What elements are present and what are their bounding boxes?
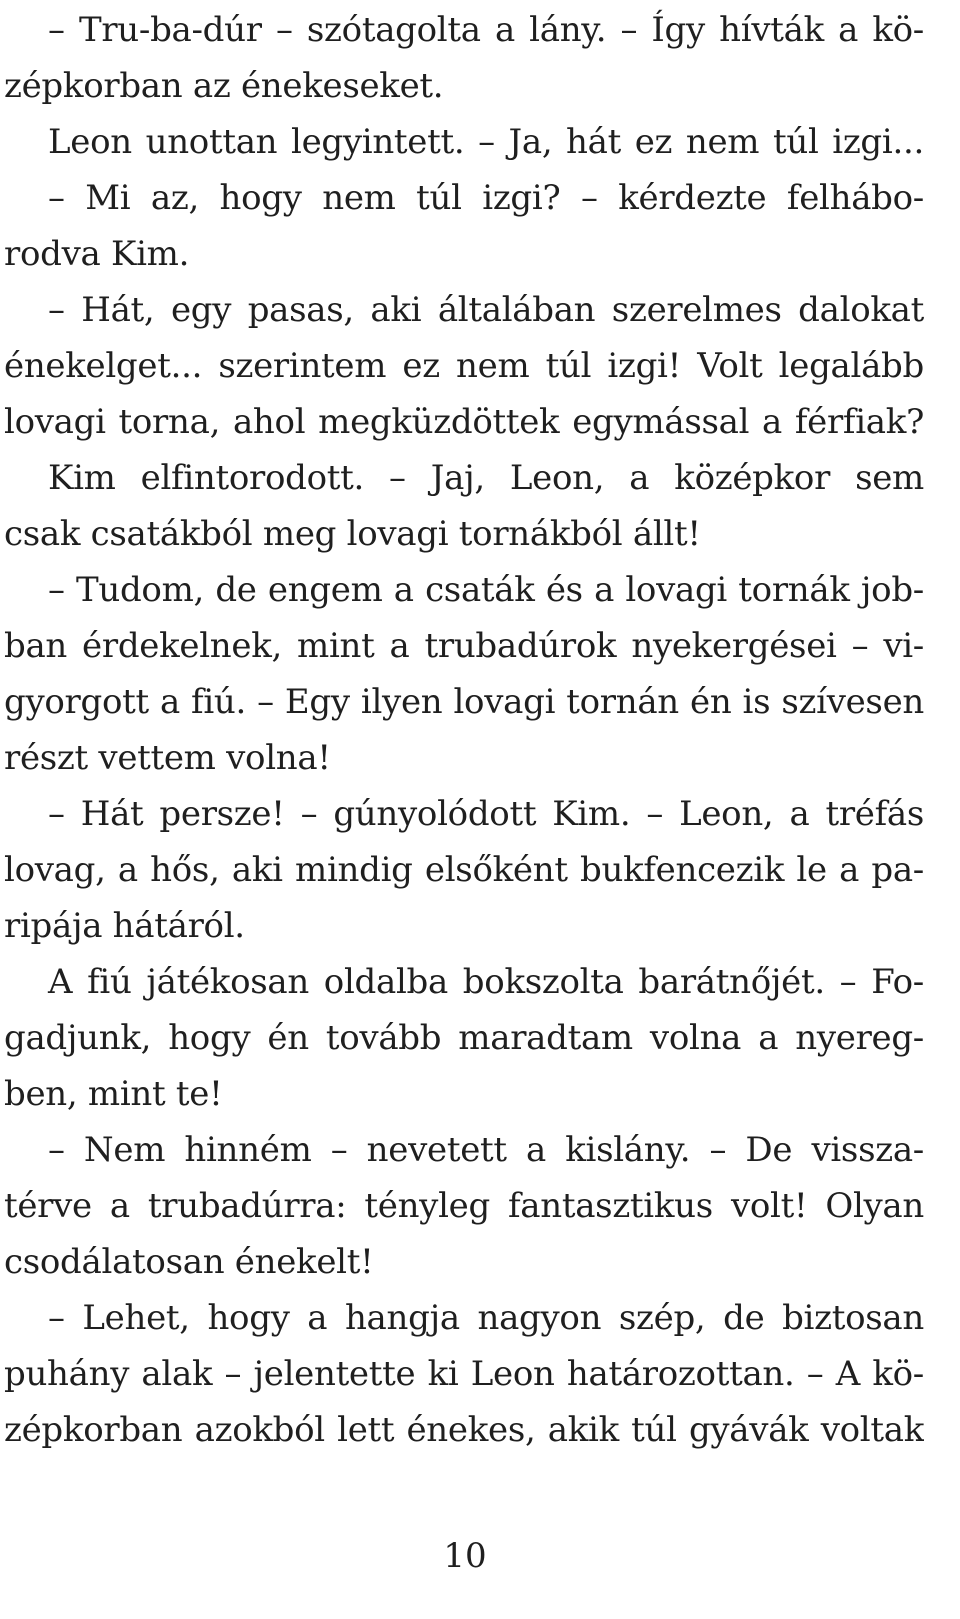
text-line: lovag, a hős, aki mindig elsőként bukfencezik le a pa- xyxy=(4,850,924,890)
text-line: Leon unottan legyintett. – Ja, hát ez nem túl izgi... xyxy=(48,122,924,162)
text-line: puhány alak – jelentette ki Leon határozottan. – A kö- xyxy=(4,1354,924,1394)
text-line: – Tudom, de engem a csaták és a lovagi tornák job- xyxy=(48,570,924,610)
text-line: – Nem hinném – nevetett a kislány. – De vissza- xyxy=(48,1130,924,1170)
text-line: ripája hátáról. xyxy=(4,906,245,946)
text-line: lovagi torna, ahol megküzdöttek egymással a férfiak? xyxy=(4,402,924,442)
text-line: ben, mint te! xyxy=(4,1074,223,1114)
text-line: gyorgott a fiú. – Egy ilyen lovagi tornán én is szívesen xyxy=(4,682,924,722)
text-line: ban érdekelnek, mint a trubadúrok nyekergései – vi- xyxy=(4,626,924,666)
text-line: – Hát persze! – gúnyolódott Kim. – Leon, a tréfás xyxy=(48,794,924,834)
text-line: csak csatákból meg lovagi tornákból állt! xyxy=(4,514,701,554)
text-line: énekelget... szerintem ez nem túl izgi! Volt legalább xyxy=(4,346,924,386)
text-line: rodva Kim. xyxy=(4,234,190,274)
text-line: – Mi az, hogy nem túl izgi? – kérdezte felhábo- xyxy=(48,178,924,218)
page-number: 10 xyxy=(443,1536,487,1576)
text-line: – Tru-ba-dúr – szótagolta a lány. – Így hívták a kö- xyxy=(48,10,924,50)
text-line: A fiú játékosan oldalba bokszolta barátnőjét. – Fo- xyxy=(48,962,924,1002)
text-line: zépkorban azokból lett énekes, akik túl gyávák voltak xyxy=(4,1410,924,1450)
text-line: zépkorban az énekeseket. xyxy=(4,66,444,106)
text-line: csodálatosan énekelt! xyxy=(4,1242,374,1282)
text-line: – Lehet, hogy a hangja nagyon szép, de biztosan xyxy=(48,1298,924,1338)
text-line: térve a trubadúrra: tényleg fantasztikus volt! Olyan xyxy=(4,1186,924,1226)
text-line: gadjunk, hogy én tovább maradtam volna a nyereg- xyxy=(4,1018,924,1058)
text-line: – Hát, egy pasas, aki általában szerelmes dalokat xyxy=(48,290,924,330)
text-line: részt vettem volna! xyxy=(4,738,331,778)
text-line: Kim elfintorodott. – Jaj, Leon, a középkor sem xyxy=(48,458,924,498)
